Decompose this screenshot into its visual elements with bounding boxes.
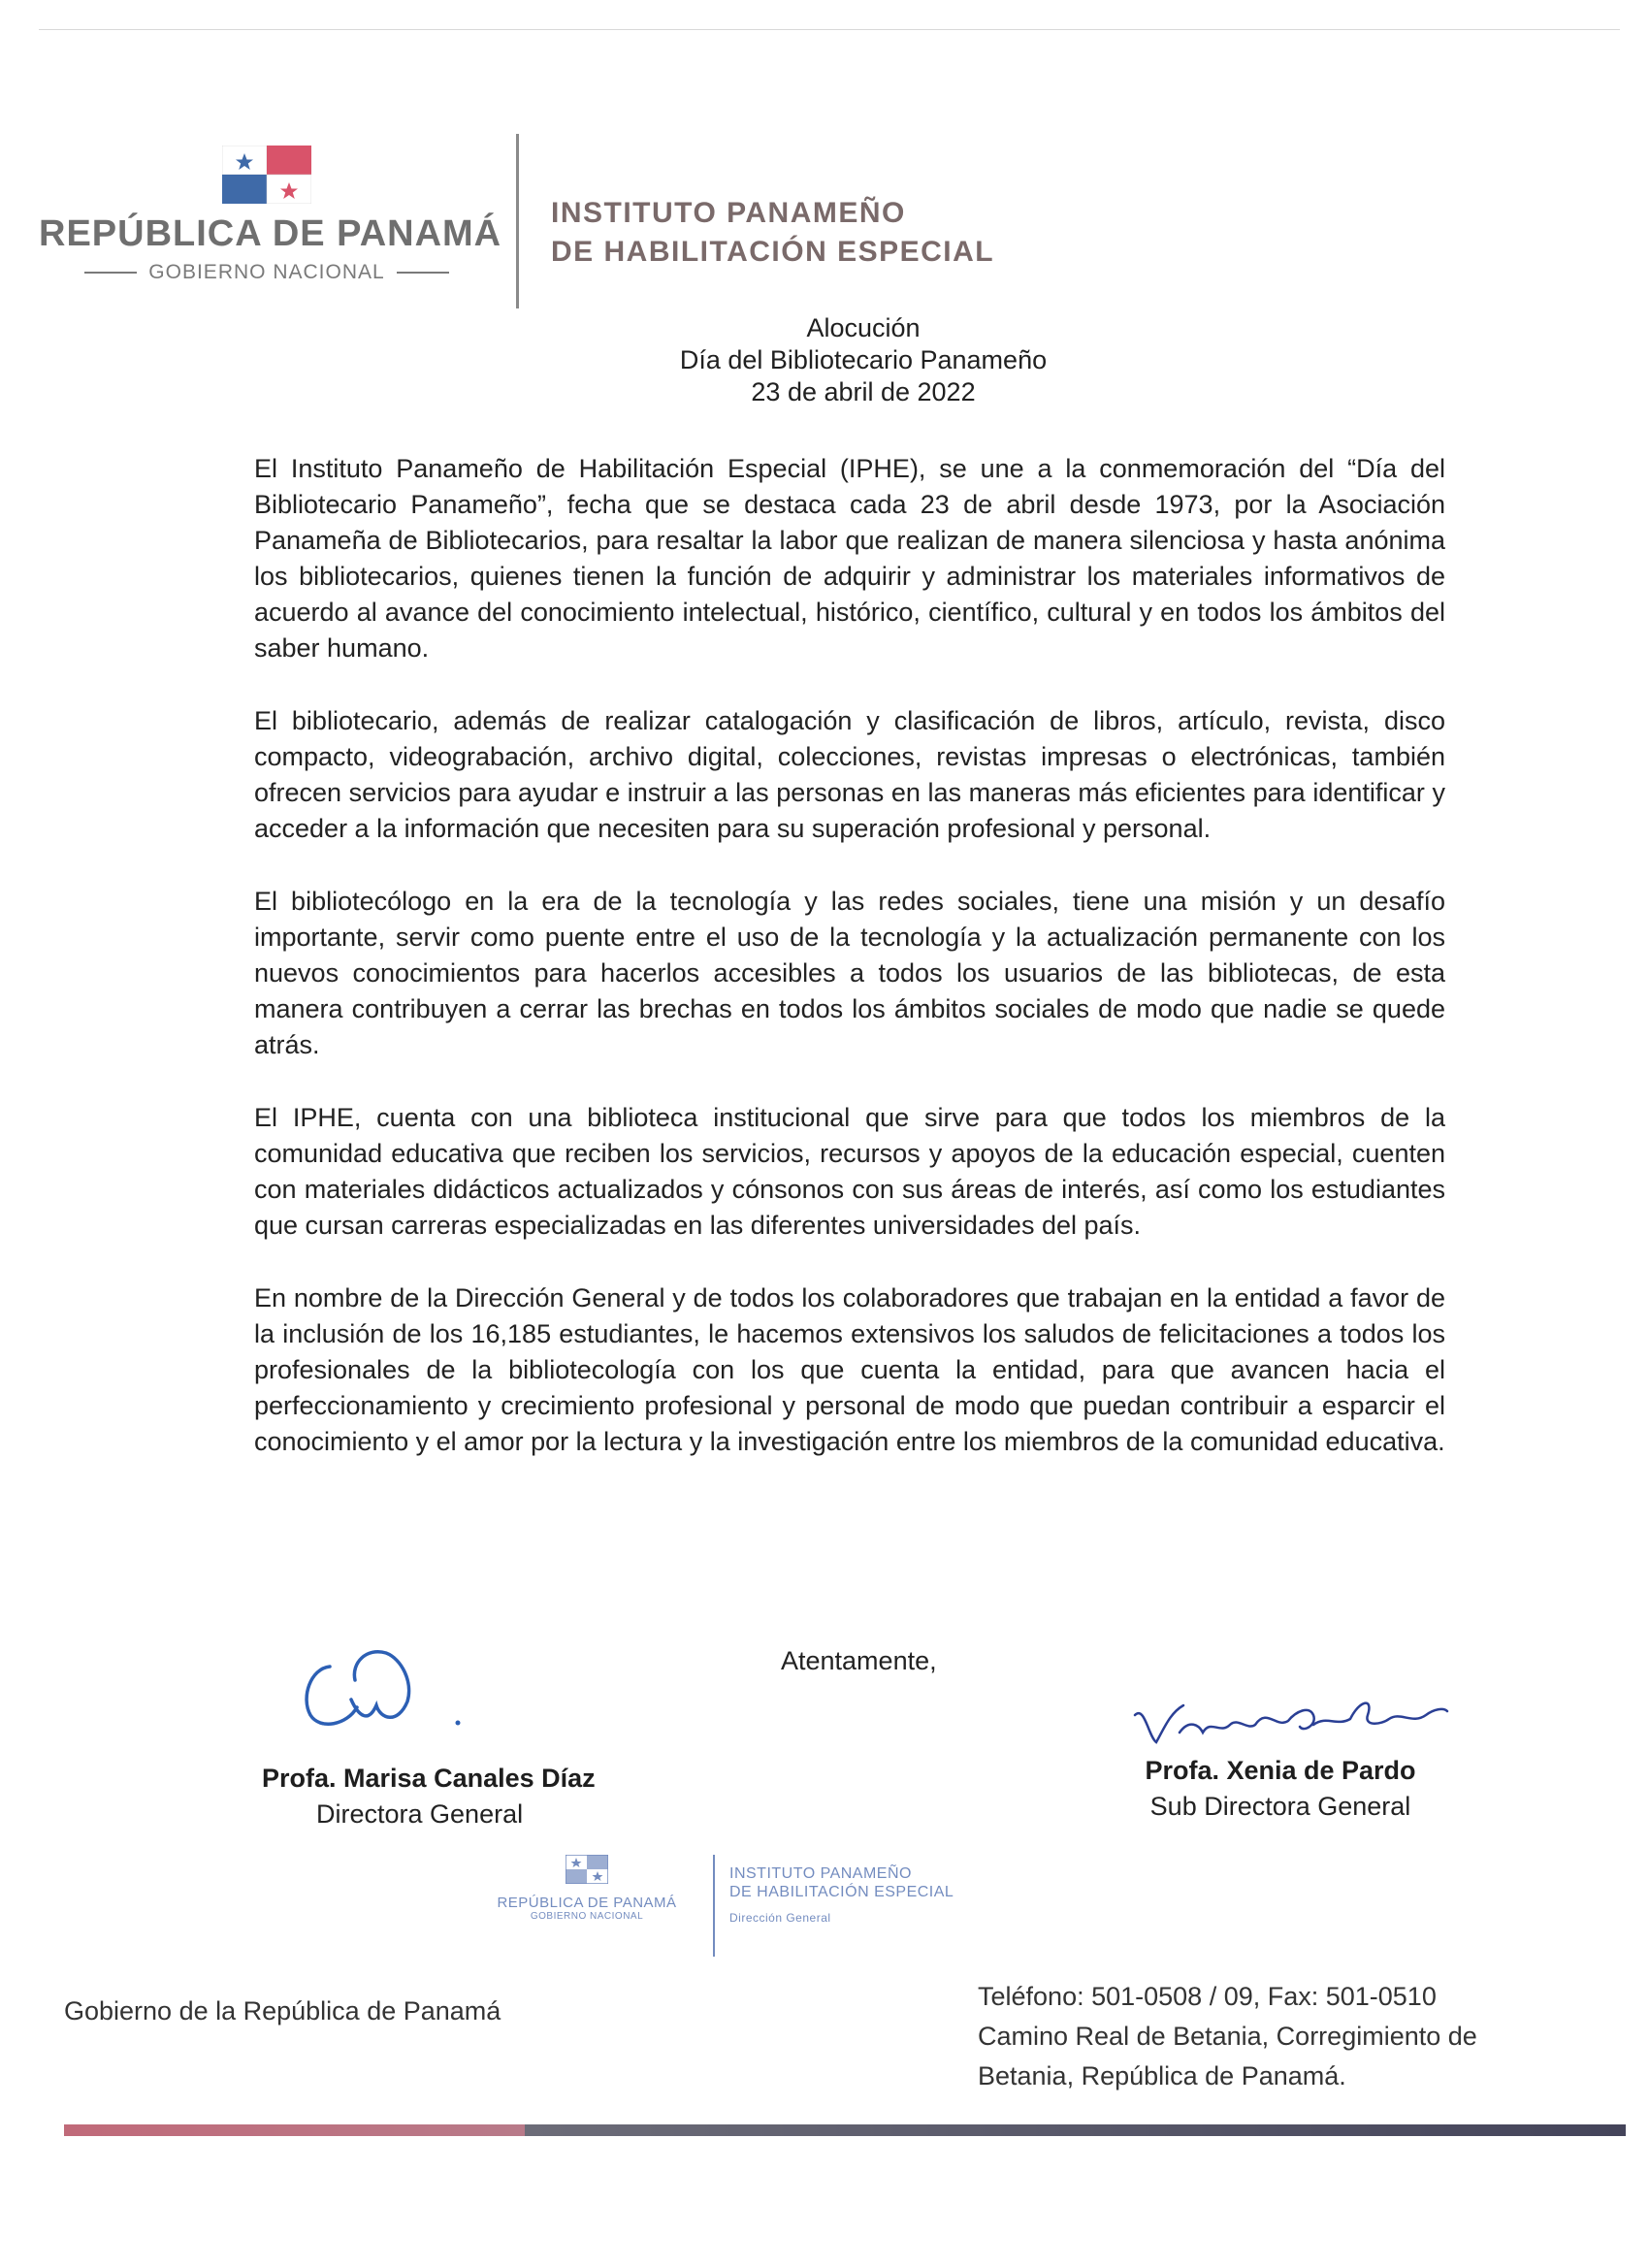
footer-color-bar (64, 2124, 1626, 2136)
signature-marisa-canales (291, 1630, 485, 1736)
paragraph: El IPHE, cuenta con una biblioteca institucional que sirve para que todos los miembros de la comunidad educativa que reciben los servicios, recursos y apoyos de la educación especial, cuenten con materiales didácticos actualizados y cónsonos con sus áreas de interés, así como los estudiantes que cursan carreras especializadas en las diferentes universidades del país. (254, 1103, 1445, 1240)
signature-xenia-de-pardo (1106, 1686, 1465, 1754)
document-title (524, 312, 1203, 408)
paragraph: El Instituto Panameño de Habilitación Especial (IPHE), se une a la conmemoración del “Día del Bibliotecario Panameño”, fecha que se destaca cada 23 de abril desde 1973, por la Asociación Panameña de Bibliotecarios, para resaltar la labor que realizan de manera silenciosa y hasta anónima los bibliotecarios, quienes tienen la función de adquirir y administrar los materiales informativos de acuerdo al avance del conocimiento intelectual, histórico, científico, cultural y en todos los ámbitos del saber humano. (254, 454, 1445, 663)
title-line-3: 23 de abril de 2022 (751, 377, 976, 406)
letter-body (254, 451, 1445, 1497)
title-line-1: Alocución (806, 313, 921, 342)
footer-government: Gobierno de la República de Panamá (64, 1996, 501, 2025)
stamp-office: Dirección General (729, 1911, 831, 1925)
footer-address-2: Betania, República de Panamá. (978, 2061, 1346, 2090)
signatory-director (262, 1764, 669, 1830)
footer-address-1: Camino Real de Betania, Corregimiento de (978, 2022, 1477, 2051)
footer-phone: Teléfono: 501-0508 / 09, Fax: 501-0510 (978, 1982, 1437, 2011)
signatory-role: Directora General (316, 1799, 524, 1829)
institute-line-2: DE HABILITACIÓN ESPECIAL (551, 236, 995, 268)
stamp-government-logo (466, 1855, 708, 1922)
official-stamp (466, 1855, 989, 1961)
signatory-name: Profa. Marisa Canales Díaz (262, 1764, 596, 1793)
header-divider (516, 134, 519, 308)
stamp-institute-line-2: DE HABILITACIÓN ESPECIAL (729, 1884, 954, 1900)
signatory-subdirector (1106, 1756, 1455, 1822)
signatory-name: Profa. Xenia de Pardo (1145, 1756, 1416, 1785)
stamp-government: GOBIERNO NACIONAL (530, 1911, 644, 1922)
government-logo (39, 146, 502, 284)
institute-line-1: INSTITUTO PANAMEÑO (551, 197, 906, 229)
footer-bar-gray (525, 2124, 1626, 2136)
top-rule (39, 29, 1620, 30)
stamp-institute-line-1: INSTITUTO PANAMEÑO (729, 1865, 912, 1882)
closing: Atentamente, (781, 1646, 937, 1675)
paragraph: El bibliotecario, además de realizar catalogación y clasificación de libros, artículo, revista, disco compacto, videograbación, archivo digital, colecciones, revistas impresas o electrónicas, también ofrecen servicios para ayudar e instruir a las personas en las maneras más eficientes para identificar y acceder a la información que necesiten para su superación profesional y personal. (254, 706, 1445, 843)
stamp-institute (729, 1864, 954, 1928)
title-line-2: Día del Bibliotecario Panameño (679, 345, 1048, 374)
paragraph: En nombre de la Dirección General y de todos los colaboradores que trabajan en la entidad a favor de la inclusión de los 16,185 estudiantes, le hacemos extensivos los saludos de felicitaciones a todos los profesionales de la bibliotecología con los que cuenta la entidad, para que avancen hacia el perfeccionamiento y crecimiento profesional y personal de modo que puedan contribuir a esparcir el conocimiento y el amor por la lectura y la investigación entre los miembros de la comunidad educativa. (254, 1283, 1445, 1456)
footer-contact (978, 1977, 1477, 2096)
government-label: GOBIERNO NACIONAL (39, 261, 495, 284)
signatory-role: Sub Directora General (1149, 1792, 1411, 1821)
country-name: REPÚBLICA DE PANAMÁ (39, 213, 502, 254)
footer-bar-red (64, 2124, 525, 2136)
stamp-flag-icon (566, 1855, 608, 1884)
panama-flag-icon (222, 146, 311, 204)
paragraph: El bibliotecólogo en la era de la tecnología y las redes sociales, tiene una misión y un desafío importante, servir como puente entre el uso de la tecnología y la actualización permanente con los nuevos conocimientos para hacerlos accesibles a todos los usuarios de las bibliotecas, de esta manera contribuyen a cerrar las brechas en todos los ámbitos sociales de modo que nadie se quede atrás. (254, 887, 1445, 1059)
stamp-divider (713, 1855, 715, 1957)
institute-name (551, 194, 994, 272)
stamp-country: REPÚBLICA DE PANAMÁ (497, 1895, 677, 1911)
